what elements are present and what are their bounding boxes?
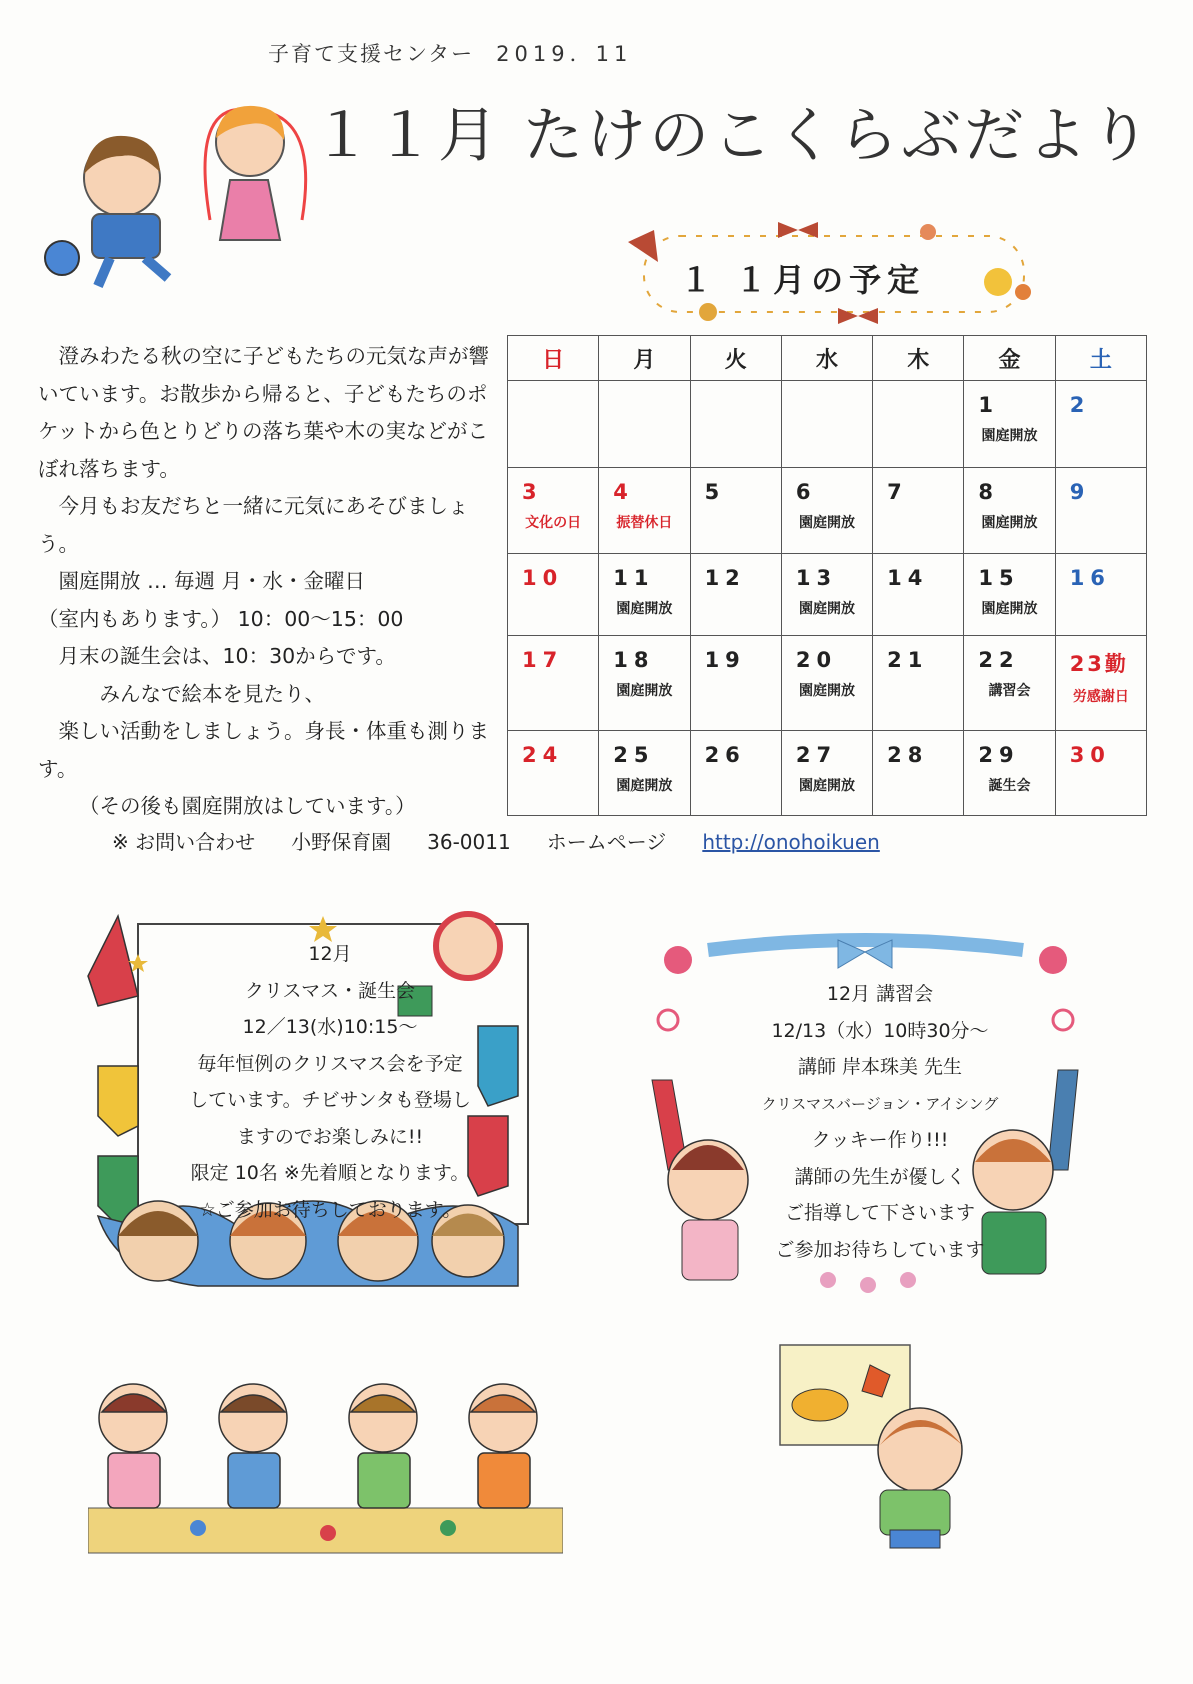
intro-paragraph-2: 今月もお友だちと一緒に元気にあそびましょう。	[38, 494, 469, 556]
day-number: 28	[887, 743, 929, 767]
day-number: 25	[613, 743, 655, 767]
workshop-desc-3: 講師の先生が優しく	[794, 1165, 966, 1188]
calendar-cell	[599, 468, 690, 554]
day-number: 14	[887, 566, 929, 590]
calendar-week-4	[508, 636, 1147, 731]
day-number: 2	[1069, 393, 1091, 417]
calendar-cell	[690, 636, 781, 731]
day-number: 23勤	[1069, 652, 1129, 676]
header-saturday: 土	[1055, 336, 1146, 381]
day-note: 園庭開放	[616, 683, 673, 699]
day-number: 19	[704, 648, 746, 672]
day-number: 18	[613, 648, 655, 672]
day-number: 20	[795, 648, 838, 672]
day-note: 講習会	[988, 683, 1031, 699]
intro-birthday-time: 月末の誕生会は、10：30からです。	[58, 644, 396, 668]
calendar-cell	[508, 381, 599, 468]
issue-date: 2019．11	[496, 42, 633, 66]
calendar-cell	[873, 731, 964, 816]
day-number	[508, 381, 598, 393]
day-number: 30	[1069, 743, 1111, 767]
intro-afterwards: （その後も園庭開放はしています。）	[79, 794, 416, 818]
day-number	[599, 381, 689, 393]
calendar-week-2	[508, 468, 1147, 554]
calendar-week-1	[508, 381, 1147, 468]
calendar-header-row	[508, 336, 1147, 381]
day-number: 13	[795, 566, 838, 590]
workshop-desc-2: クッキー作り!!!	[811, 1129, 949, 1151]
calendar-cell	[873, 468, 964, 554]
header-org	[268, 38, 632, 68]
calendar-cell	[690, 381, 781, 468]
contact-label: ※ お問い合わせ	[112, 830, 256, 854]
christmas-text	[140, 936, 520, 1228]
christmas-month: 12月	[308, 943, 352, 965]
day-note: 誕生会	[988, 778, 1031, 794]
contact-line	[112, 826, 880, 855]
day-number: 7	[887, 480, 908, 504]
page-title: １１月 たけのこくらぶだより	[312, 101, 1154, 171]
calendar-week-5	[508, 731, 1147, 816]
header-thursday: 木	[873, 336, 964, 381]
day-note: 園庭開放	[798, 778, 855, 794]
day-note: 文化の日	[525, 515, 582, 531]
day-number: 15	[978, 566, 1020, 590]
day-number: 1	[978, 393, 1000, 417]
intro-paragraph-1: 澄みわたる秋の空に子どもたちの元気な声が響いています。お散歩から帰ると、子どもたちのポケットから色とりどりの落ち葉や木の実などがこぼれ落ちます。	[38, 344, 489, 481]
day-number: 24	[522, 743, 564, 767]
day-number: 8	[978, 480, 1000, 504]
day-number: 9	[1069, 480, 1091, 504]
day-number: 6	[795, 480, 817, 504]
contact-name: 小野保育園	[291, 830, 392, 854]
header-friday: 金	[964, 336, 1055, 381]
calendar-cell	[781, 468, 872, 554]
day-number: 21	[887, 648, 929, 672]
day-note: 園庭開放	[981, 428, 1038, 444]
day-number: 16	[1069, 566, 1111, 590]
calendar-cell	[599, 636, 690, 731]
workshop-instructor: 講師 岸本珠美 先生	[797, 1056, 963, 1078]
calendar-cell	[508, 731, 599, 816]
calendar-cell	[781, 554, 872, 636]
day-note: 園庭開放	[616, 778, 673, 794]
day-number: 4	[613, 480, 634, 504]
contact-phone: 36-0011	[427, 830, 511, 854]
workshop-desc-4: ご指導して下さいます	[784, 1202, 975, 1224]
calendar-cell	[508, 636, 599, 731]
christmas-limit: 限定 10名 ※先着順となります。	[190, 1162, 470, 1184]
header-tuesday: 火	[690, 336, 781, 381]
november-calendar	[507, 335, 1147, 816]
christmas-date: 12／13(水)10:15～	[242, 1016, 418, 1038]
header-monday: 月	[599, 336, 690, 381]
workshop-desc-1: クリスマスバージョン・アイシング	[761, 1094, 999, 1113]
calendar-cell	[508, 468, 599, 554]
day-number: 17	[522, 648, 564, 672]
calendar-cell	[964, 468, 1055, 554]
day-note: 園庭開放	[798, 683, 855, 699]
header-sunday: 日	[508, 336, 599, 381]
calendar-cell	[1055, 381, 1146, 468]
schedule-title: １ １月の予定	[680, 261, 926, 299]
calendar-cell	[690, 731, 781, 816]
calendar-cell	[964, 554, 1055, 636]
calendar-cell	[964, 636, 1055, 731]
calendar-cell	[1055, 731, 1146, 816]
christmas-desc-2: しています。チビサンタも登場し	[189, 1089, 471, 1111]
day-note: 園庭開放	[798, 515, 855, 531]
intro-garden-hours: 園庭開放 … 毎週 月・水・金曜日	[58, 569, 366, 593]
calendar-cell	[873, 636, 964, 731]
intro-text	[38, 338, 500, 826]
day-number: 3	[522, 480, 543, 504]
day-note: 労感謝日	[1072, 689, 1129, 705]
calendar-cell	[781, 636, 872, 731]
intro-indoor-hours: （室内もあります。） 10：00～15：00	[38, 606, 404, 631]
calendar-cell	[599, 381, 690, 468]
christmas-desc-1: 毎年恒例のクリスマス会を予定	[197, 1052, 463, 1075]
calendar-cell	[1055, 468, 1146, 554]
day-number	[691, 381, 781, 393]
calendar-cell	[964, 731, 1055, 816]
homepage-link[interactable]: http://onohoikuen	[702, 830, 880, 854]
workshop-invite: ご参加お待ちしています	[775, 1238, 985, 1261]
christmas-invite: ☆ご参加お待ちしております。	[198, 1198, 462, 1221]
child-leaf-art-illustration	[770, 1335, 985, 1550]
calendar-cell	[1055, 636, 1146, 731]
day-number: 27	[795, 743, 838, 767]
day-number: 26	[704, 743, 746, 767]
day-note: 園庭開放	[981, 601, 1038, 617]
calendar-cell	[690, 554, 781, 636]
calendar-cell	[508, 554, 599, 636]
workshop-date: 12/13（水）10時30分～	[771, 1019, 989, 1042]
header-wednesday: 水	[781, 336, 872, 381]
calendar-cell	[599, 731, 690, 816]
kids-crafting-illustration	[88, 1368, 563, 1558]
calendar-cell	[873, 554, 964, 636]
calendar-week-3	[508, 554, 1147, 636]
calendar-cell	[873, 381, 964, 468]
kids-playing-illustration	[40, 90, 320, 300]
day-number: 22	[978, 648, 1020, 672]
day-note: 園庭開放	[798, 601, 855, 617]
calendar-cell	[690, 468, 781, 554]
homepage-label: ホームページ	[546, 830, 667, 854]
day-number: 12	[704, 566, 746, 590]
calendar-cell	[599, 554, 690, 636]
day-note: 園庭開放	[616, 601, 673, 617]
day-number: 10	[522, 566, 564, 590]
day-number	[873, 381, 963, 393]
org-name: 子育て支援センター	[268, 42, 475, 66]
calendar-cell	[781, 731, 872, 816]
workshop-text	[730, 976, 1030, 1268]
day-number	[782, 381, 872, 393]
christmas-event: クリスマス・誕生会	[244, 979, 416, 1002]
calendar-cell	[781, 381, 872, 468]
day-number: 5	[704, 480, 726, 504]
calendar-cell	[1055, 554, 1146, 636]
intro-activities: 楽しい活動をしましょう。身長・体重も測ります。	[38, 719, 489, 781]
intro-picture-books: みんなで絵本を見たり、	[99, 681, 325, 706]
day-number: 11	[613, 566, 655, 590]
workshop-title: 12月 講習会	[826, 983, 934, 1005]
day-note: 振替休日	[616, 515, 673, 531]
day-number: 29	[978, 743, 1020, 767]
christmas-desc-3: ますのでお楽しみに!!	[236, 1125, 424, 1148]
calendar-cell	[964, 381, 1055, 468]
day-note: 園庭開放	[981, 515, 1038, 531]
